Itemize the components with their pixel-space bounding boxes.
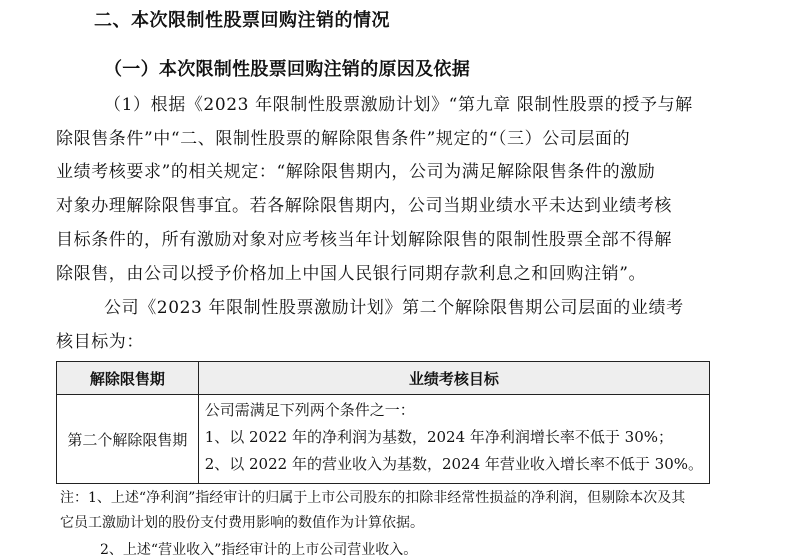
condition-intro: 公司需满足下列两个条件之一： [204, 401, 415, 419]
note-line: 它员工激励计划的股份支付费用影响的数值作为计算依据。 [60, 515, 424, 531]
condition-item: 1、以 2022 年的净利润为基数，2024 年净利润增长率不低于 30%； [204, 428, 673, 446]
table-header-target: 业绩考核目标 [198, 362, 709, 395]
table-row [57, 395, 710, 484]
note-line: 2、上述“营业收入”指经审计的上市公司营业收入。 [100, 542, 418, 558]
condition-item: 2、以 2022 年的营业收入为基数，2024 年营业收入增长率不低于 30%。 [204, 455, 703, 473]
paragraph-2-line: 公司《2023 年限制性股票激励计划》第二个解除限售期公司层面的业绩考 [104, 298, 684, 318]
table-header-row [57, 362, 710, 395]
paragraph-1-line: 除限售条件”中“二、限制性股票的解除限售条件”规定的“（三）公司层面的 [56, 129, 631, 149]
paragraph-1-line: 目标条件的，所有激励对象对应考核当年计划解除限售的限制性股票全部不得解 [56, 230, 672, 250]
performance-target-table [56, 361, 710, 484]
paragraph-1-line: （1）根据《2023 年限制性股票激励计划》“第九章 限制性股票的授予与解 [104, 95, 693, 115]
table-header-period: 解除限售期 [57, 362, 199, 395]
subsection-title: （一）本次限制性股票回购注销的原因及依据 [104, 59, 470, 80]
table-cell-period: 第二个解除限售期 [57, 395, 199, 484]
paragraph-1-line: 业绩考核要求”的相关规定：“解除限售期内，公司为满足解除限售条件的激励 [56, 162, 656, 182]
table-cell-conditions [198, 395, 709, 484]
paragraph-2-line: 核目标为： [56, 332, 144, 352]
paragraph-1-line: 对象办理解除限售事宜。若各解除限售期内，公司当期业绩水平未达到业绩考核 [56, 196, 672, 216]
note-line: 注：1、上述“净利润”指经审计的归属于上市公司股东的扣除非经常性损益的净利润，但剔除本次及其 [60, 490, 686, 506]
section-title: 二、本次限制性股票回购注销的情况 [94, 10, 390, 31]
paragraph-1-line: 除限售，由公司以授予价格加上中国人民银行同期存款利息之和回购注销”。 [56, 264, 647, 284]
